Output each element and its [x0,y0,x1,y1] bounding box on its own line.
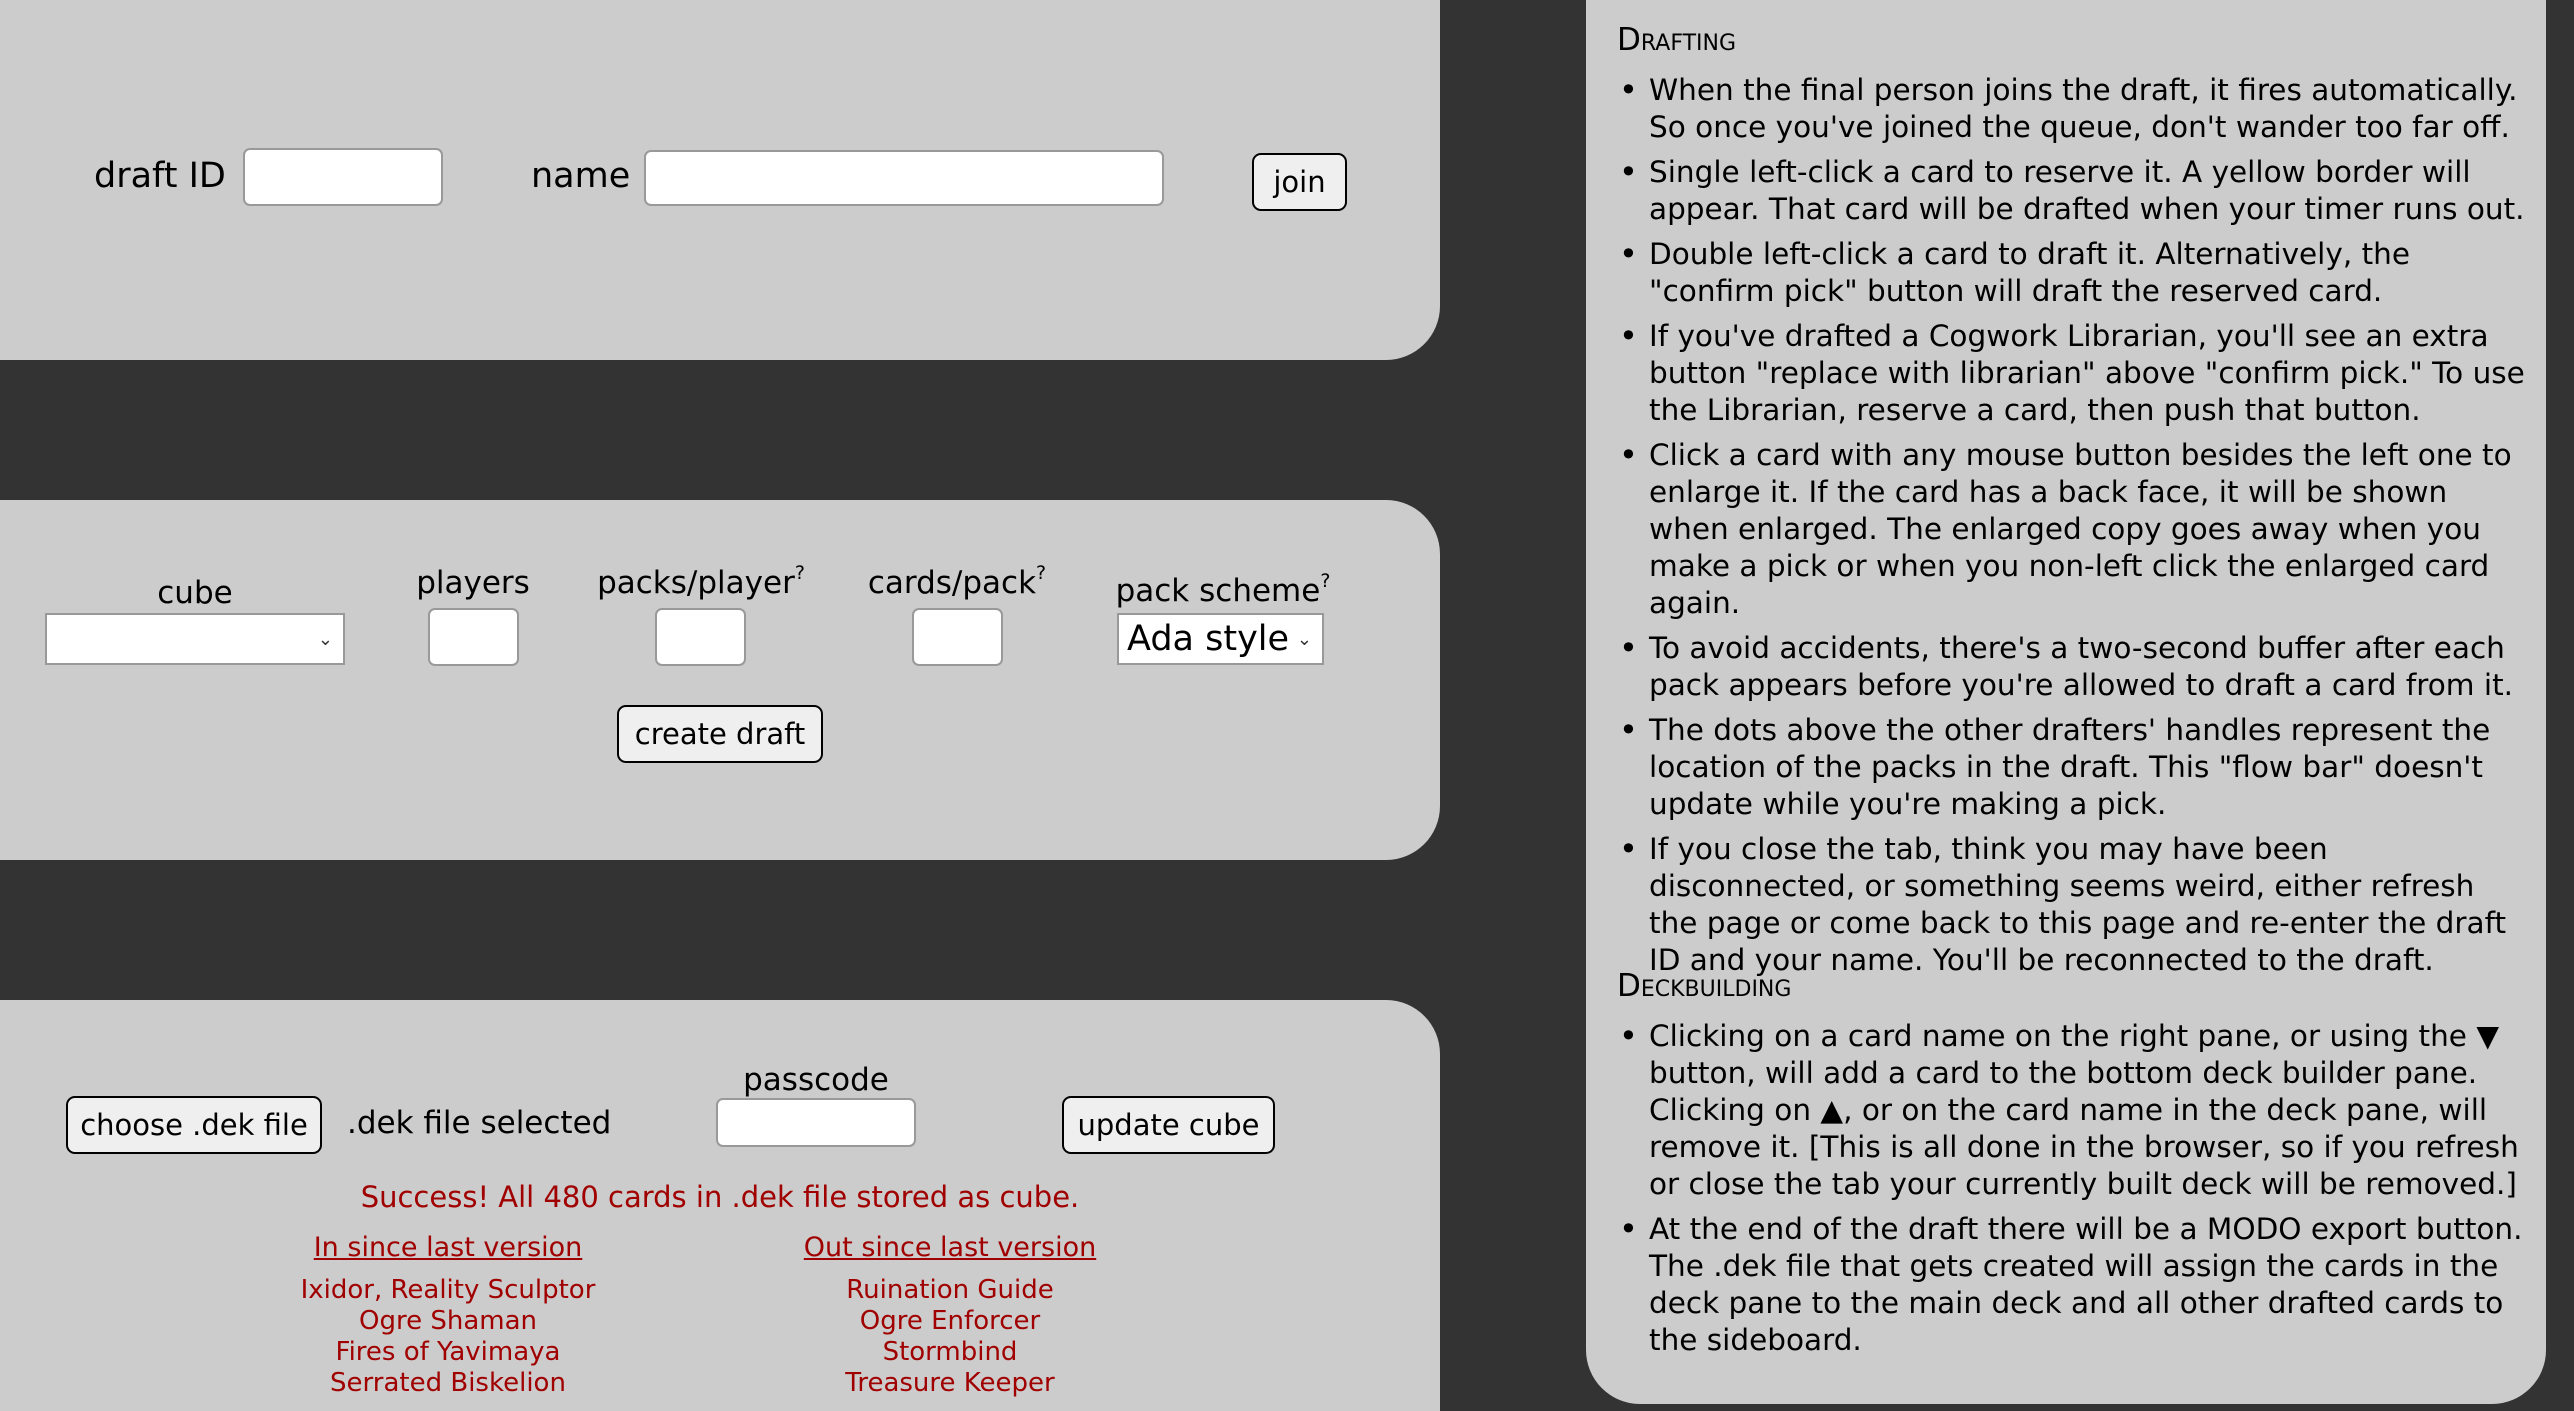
upload-cube-panel [0,1000,1440,1411]
drafting-list [1617,72,2527,987]
list-item: • Double left-click a card to draft it. Alternatively, the "confirm pick" button will draft the reserved card. [1617,236,2527,310]
list-item: • When the final person joins the draft, it fires automatically. So once you've joined the queue, don't wander too far off. [1617,72,2527,146]
help-panel [1586,0,2546,1404]
create-draft-panel [0,500,1440,860]
players-input[interactable] [428,608,519,666]
drafting-heading: Drafting [1617,22,1737,58]
list-item: • The dots above the other drafters' handles represent the location of the packs in the draft. This "flow bar" doesn't update while you're making a pick. [1617,712,2527,823]
in-since-last-version [248,1232,648,1399]
list-item: • Single left-click a card to reserve it. A yellow border will appear. That card will be drafted when your timer runs out. [1617,154,2527,228]
chevron-down-icon: ⌄ [317,628,333,650]
in-since-heading: In since last version [313,1232,583,1263]
packs-per-player-label: packs/player? [597,562,805,601]
out-since-heading: Out since last version [803,1232,1097,1263]
list-item: Ixidor, Reality Sculptor [300,1275,596,1305]
list-item: Ogre Shaman [358,1306,537,1336]
join-draft-panel [0,0,1440,360]
help-mark[interactable]: ? [1320,570,1331,592]
chevron-down-icon: ⌄ [1296,628,1312,650]
create-draft-button[interactable]: create draft [617,705,823,763]
draft-id-label: draft ID [94,156,226,196]
players-label: players [416,565,530,601]
cards-per-pack-input[interactable] [912,608,1003,666]
pack-scheme-label: pack scheme? [1115,570,1331,609]
draft-id-input[interactable] [243,148,443,206]
list-item: • If you've drafted a Cogwork Librarian, you'll see an extra button "replace with librarian" above "confirm pick." To use the Librarian, reserve a card, then push that button. [1617,318,2527,429]
choose-dek-file-button[interactable]: choose .dek file [66,1096,322,1154]
list-item: Fires of Yavimaya [335,1337,561,1367]
list-item: • Click a card with any mouse button besides the left one to enlarge it. If the card has a back face, it will be shown when enlarged. The enlarged copy goes away when you make a pick or when you non-left click the enlarged card again. [1617,437,2527,622]
list-item: Treasure Keeper [845,1368,1055,1398]
file-status-text: .dek file selected [347,1105,612,1141]
list-item: • At the end of the draft there will be a MODO export button. The .dek file that gets created will assign the cards in the deck pane to the main deck and all other drafted cards to the sideboard. [1617,1211,2527,1359]
passcode-input[interactable] [716,1098,916,1147]
cube-select[interactable] [45,613,345,665]
packs-per-player-input[interactable] [655,608,746,666]
deckbuilding-heading: Deckbuilding [1617,968,1792,1004]
name-input[interactable] [644,150,1164,206]
cards-per-pack-label: cards/pack? [867,562,1047,601]
name-label: name [531,156,631,196]
list-item: • If you close the tab, think you may have been disconnected, or something seems weird, either refresh the page or come back to this page and re-enter the draft ID and your name. You'll be reconnected to the draft. [1617,831,2527,979]
cube-label: cube [157,575,233,611]
join-button[interactable]: join [1252,153,1347,211]
list-item: • To avoid accidents, there's a two-second buffer after each pack appears before you're allowed to draft a card from it. [1617,630,2527,704]
success-message: Success! All 480 cards in .dek file stored as cube. [360,1180,1080,1214]
list-item: Ogre Enforcer [859,1306,1041,1336]
pack-scheme-select[interactable] [1117,613,1324,665]
deckbuilding-list [1617,1018,2527,1367]
update-cube-button[interactable]: update cube [1062,1096,1275,1154]
list-item: Stormbind [882,1337,1018,1367]
pack-scheme-selected-value: Ada style [1127,619,1290,659]
out-since-last-version [750,1232,1150,1399]
list-item: • Clicking on a card name on the right pane, or using the ▼ button, will add a card to the bottom deck builder pane. Clicking on ▲, or on the card name in the deck pane, will remove it. [This is all done in the browser, so if you refresh or close the tab your currently built deck will be removed.] [1617,1018,2527,1203]
passcode-label: passcode [743,1062,889,1098]
list-item: Serrated Biskelion [330,1368,566,1398]
list-item: Ruination Guide [846,1275,1054,1305]
help-mark[interactable]: ? [794,562,805,584]
help-mark[interactable]: ? [1036,562,1047,584]
